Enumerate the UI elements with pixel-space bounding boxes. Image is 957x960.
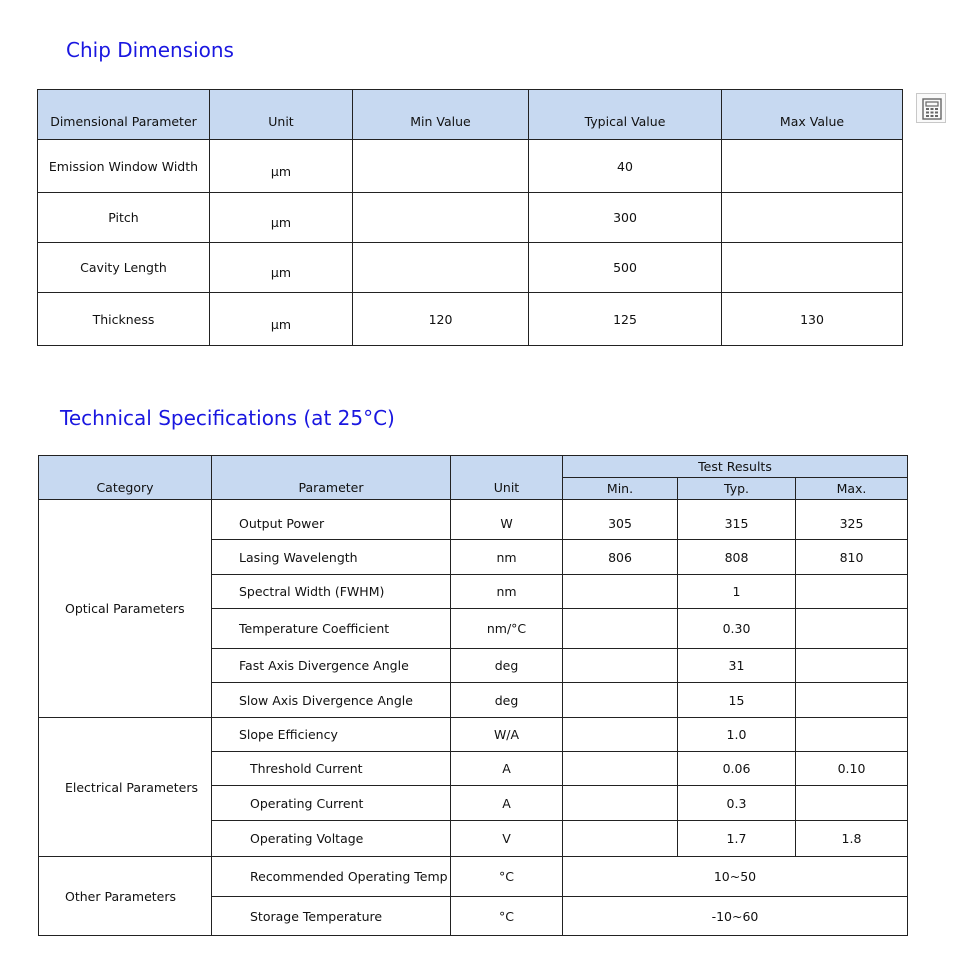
category-cell: Electrical Parameters (39, 718, 212, 857)
max-cell (722, 243, 903, 293)
table-row (38, 293, 903, 346)
col-header-test-results: Test Results (563, 456, 908, 478)
unit-cell: W (451, 500, 563, 540)
table-header-row (39, 456, 908, 478)
col-header-typ: Typ. (678, 478, 796, 500)
min-cell: 305 (563, 500, 678, 540)
col-header-max: Max. (796, 478, 908, 500)
typ-cell: 1 (678, 575, 796, 609)
param-cell: Fast Axis Divergence Angle (212, 649, 451, 683)
max-cell (796, 575, 908, 609)
col-header-parameter: Parameter (212, 456, 451, 500)
col-header: Max Value (722, 90, 903, 140)
param-cell: Slope Efficiency (212, 718, 451, 752)
max-cell: 0.10 (796, 752, 908, 786)
table-row (38, 243, 903, 293)
chip-dimensions-title: Chip Dimensions (66, 38, 234, 62)
min-cell (353, 243, 529, 293)
param-cell: Temperature Coefficient (212, 609, 451, 649)
unit-cell: °C (451, 857, 563, 897)
min-cell: 806 (563, 540, 678, 575)
calculator-icon (922, 98, 942, 120)
table-row (39, 857, 908, 897)
param-cell: Emission Window Width (38, 140, 210, 193)
typ-cell: 0.06 (678, 752, 796, 786)
technical-specifications-table (38, 455, 908, 936)
typ-cell: 1.7 (678, 821, 796, 857)
param-cell: Recommended Operating Temp (212, 857, 451, 897)
range-cell: -10~60 (563, 897, 908, 936)
max-cell (796, 683, 908, 718)
param-cell: Slow Axis Divergence Angle (212, 683, 451, 718)
max-cell: 325 (796, 500, 908, 540)
unit-cell: μm (210, 140, 353, 193)
unit-cell: V (451, 821, 563, 857)
min-cell (563, 683, 678, 718)
col-header-min: Min. (563, 478, 678, 500)
unit-cell: A (451, 752, 563, 786)
min-cell (563, 575, 678, 609)
col-header: Dimensional Parameter (38, 90, 210, 140)
min-cell (563, 821, 678, 857)
calculator-button[interactable] (916, 93, 946, 123)
unit-cell: W/A (451, 718, 563, 752)
min-cell (563, 609, 678, 649)
typ-cell: 125 (529, 293, 722, 346)
param-cell: Operating Current (212, 786, 451, 821)
category-cell: Optical Parameters (39, 500, 212, 718)
typ-cell: 315 (678, 500, 796, 540)
unit-cell: deg (451, 683, 563, 718)
unit-cell: A (451, 786, 563, 821)
max-cell: 810 (796, 540, 908, 575)
max-cell (722, 140, 903, 193)
typ-cell: 31 (678, 649, 796, 683)
unit-cell: nm (451, 540, 563, 575)
typ-cell: 0.30 (678, 609, 796, 649)
col-header: Typical Value (529, 90, 722, 140)
typ-cell: 40 (529, 140, 722, 193)
unit-cell: μm (210, 243, 353, 293)
param-cell: Spectral Width (FWHM) (212, 575, 451, 609)
param-cell: Output Power (212, 500, 451, 540)
unit-cell: nm (451, 575, 563, 609)
typ-cell: 15 (678, 683, 796, 718)
param-cell: Operating Voltage (212, 821, 451, 857)
param-cell: Threshold Current (212, 752, 451, 786)
table-row (38, 193, 903, 243)
unit-cell: μm (210, 293, 353, 346)
param-cell: Storage Temperature (212, 897, 451, 936)
unit-cell: nm/°C (451, 609, 563, 649)
col-header-unit: Unit (451, 456, 563, 500)
typ-cell: 300 (529, 193, 722, 243)
max-cell: 130 (722, 293, 903, 346)
typ-cell: 0.3 (678, 786, 796, 821)
unit-cell: deg (451, 649, 563, 683)
max-cell (796, 718, 908, 752)
unit-cell: °C (451, 897, 563, 936)
table-header-row (38, 90, 903, 140)
max-cell: 1.8 (796, 821, 908, 857)
max-cell (796, 609, 908, 649)
typ-cell: 808 (678, 540, 796, 575)
min-cell (563, 718, 678, 752)
min-cell (353, 193, 529, 243)
min-cell (563, 649, 678, 683)
technical-specifications-title: Technical Specifications (at 25°C) (60, 406, 395, 430)
param-cell: Pitch (38, 193, 210, 243)
col-header: Min Value (353, 90, 529, 140)
chip-dimensions-table (37, 89, 903, 346)
param-cell: Lasing Wavelength (212, 540, 451, 575)
range-cell: 10~50 (563, 857, 908, 897)
max-cell (722, 193, 903, 243)
unit-cell: μm (210, 193, 353, 243)
max-cell (796, 786, 908, 821)
max-cell (796, 649, 908, 683)
min-cell: 120 (353, 293, 529, 346)
category-cell: Other Parameters (39, 857, 212, 936)
table-row (39, 500, 908, 540)
min-cell (353, 140, 529, 193)
min-cell (563, 752, 678, 786)
col-header-category: Category (39, 456, 212, 500)
typ-cell: 500 (529, 243, 722, 293)
col-header: Unit (210, 90, 353, 140)
typ-cell: 1.0 (678, 718, 796, 752)
table-row (38, 140, 903, 193)
table-row (39, 718, 908, 752)
min-cell (563, 786, 678, 821)
param-cell: Thickness (38, 293, 210, 346)
param-cell: Cavity Length (38, 243, 210, 293)
